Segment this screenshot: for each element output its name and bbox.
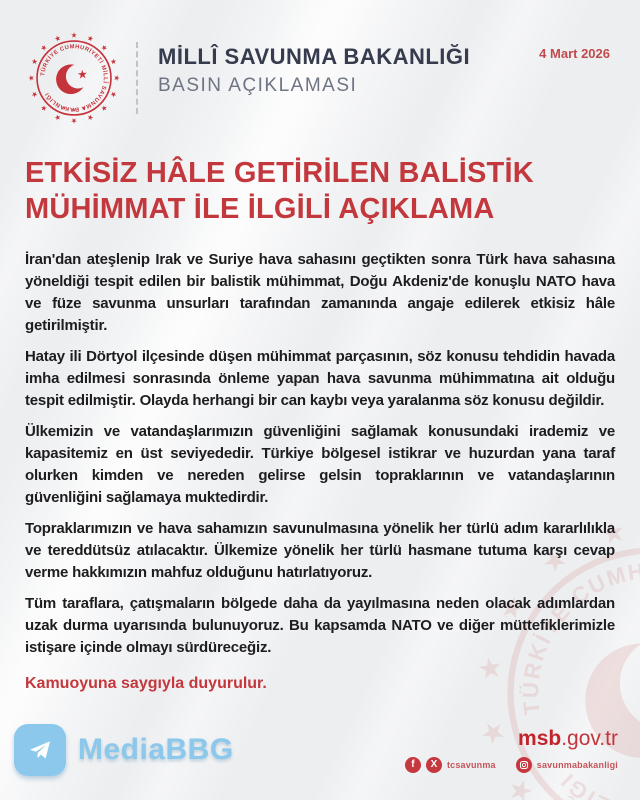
header-divider: [136, 42, 138, 114]
headline-line-1: ETKİSİZ HÂLE GETİRİLEN BALİSTİK: [25, 157, 534, 189]
footer-links: [405, 727, 618, 773]
x-icon[interactable]: X: [426, 757, 442, 773]
ministry-seal-icon: [26, 30, 122, 126]
paragraph-3: Ülkemizin ve vatandaşlarımızın güvenliğini sağlamak konusundaki irademiz ve kapasitemiz en üst seviyededir. Türkiye bölgesel istikrar ve huzurdan yana taraf olurken kimden ve nereden gelirse gelsin topraklarının ve vatandaşlarının güvenliğini sağlamaya muktedirdir.: [25, 422, 615, 506]
header-titles: [158, 30, 470, 97]
headline-line-2: MÜHİMMAT İLE İLGİLİ AÇIKLAMA: [25, 192, 495, 225]
paragraph-2: Hatay ili Dörtyol ilçesinde düşen mühimmat parçasının, söz konusu tehdidin havada imha edilmesi sonrasında önleme yapan hava savunma mühimmatına ait olduğu tespit edilmiştir. Olayda herhangi bir can kaybı veya yaralanma söz konusu değildir.: [25, 347, 615, 409]
press-release-label: BASIN AÇIKLAMASI: [158, 75, 358, 96]
social-row: [405, 757, 618, 773]
telegram-plane-icon: [25, 735, 55, 765]
closing-statement: Kamuoyuna saygıyla duyurulur.: [25, 674, 267, 692]
fx-handle[interactable]: tcsavunma: [446, 760, 496, 770]
release-date: 4 Mart 2026: [539, 46, 610, 61]
headline: [25, 156, 615, 228]
instagram-icon[interactable]: [516, 757, 532, 773]
paragraph-4: Topraklarımızın ve hava sahamızın savunulmasına yönelik her türlü adım kararlılıkla ve tereddütsüz atılacaktır. Ülkemize yönelik her türlü hasmane tutuma karşı cevap verme hakkımızın mahfuz olduğunu hatırlatıyoruz.: [25, 519, 615, 581]
ig-handle[interactable]: savunmabakanligi: [536, 760, 618, 770]
msb-gov-link[interactable]: [405, 727, 618, 751]
body-text: [25, 249, 615, 659]
telegram-icon: [14, 724, 66, 776]
footer: [0, 716, 640, 800]
mediabbg-watermark: [14, 724, 234, 776]
paragraph-5: Tüm taraflara, çatışmaların bölgede daha da yayılmasına neden olacak adımlardan uzak durma uyarısında bulunuyoruz. Bu kapsamda NATO ve diğer müttefiklerimizle istişare içinde olmayı sürdüreceğiz.: [25, 594, 615, 656]
site-rest: .gov.tr: [561, 727, 618, 750]
mediabbg-label: MediaBBG: [78, 733, 234, 766]
header: [0, 0, 640, 126]
facebook-icon[interactable]: f: [405, 757, 421, 773]
ministry-name: MİLLÎ SAVUNMA BAKANLIĞI: [158, 44, 471, 69]
site-bold: msb: [518, 727, 562, 750]
paragraph-1: İran'dan ateşlenip Irak ve Suriye hava sahasını geçtikten sonra Türk hava sahasına yöneldiği tespit edilen bir balistik mühimmat, Doğu Akdeniz'de konuşlu NATO hava ve füze savunma unsurları tarafından zamanında angaje edilerek etkisiz hâle getirilmiştir.: [25, 250, 615, 334]
